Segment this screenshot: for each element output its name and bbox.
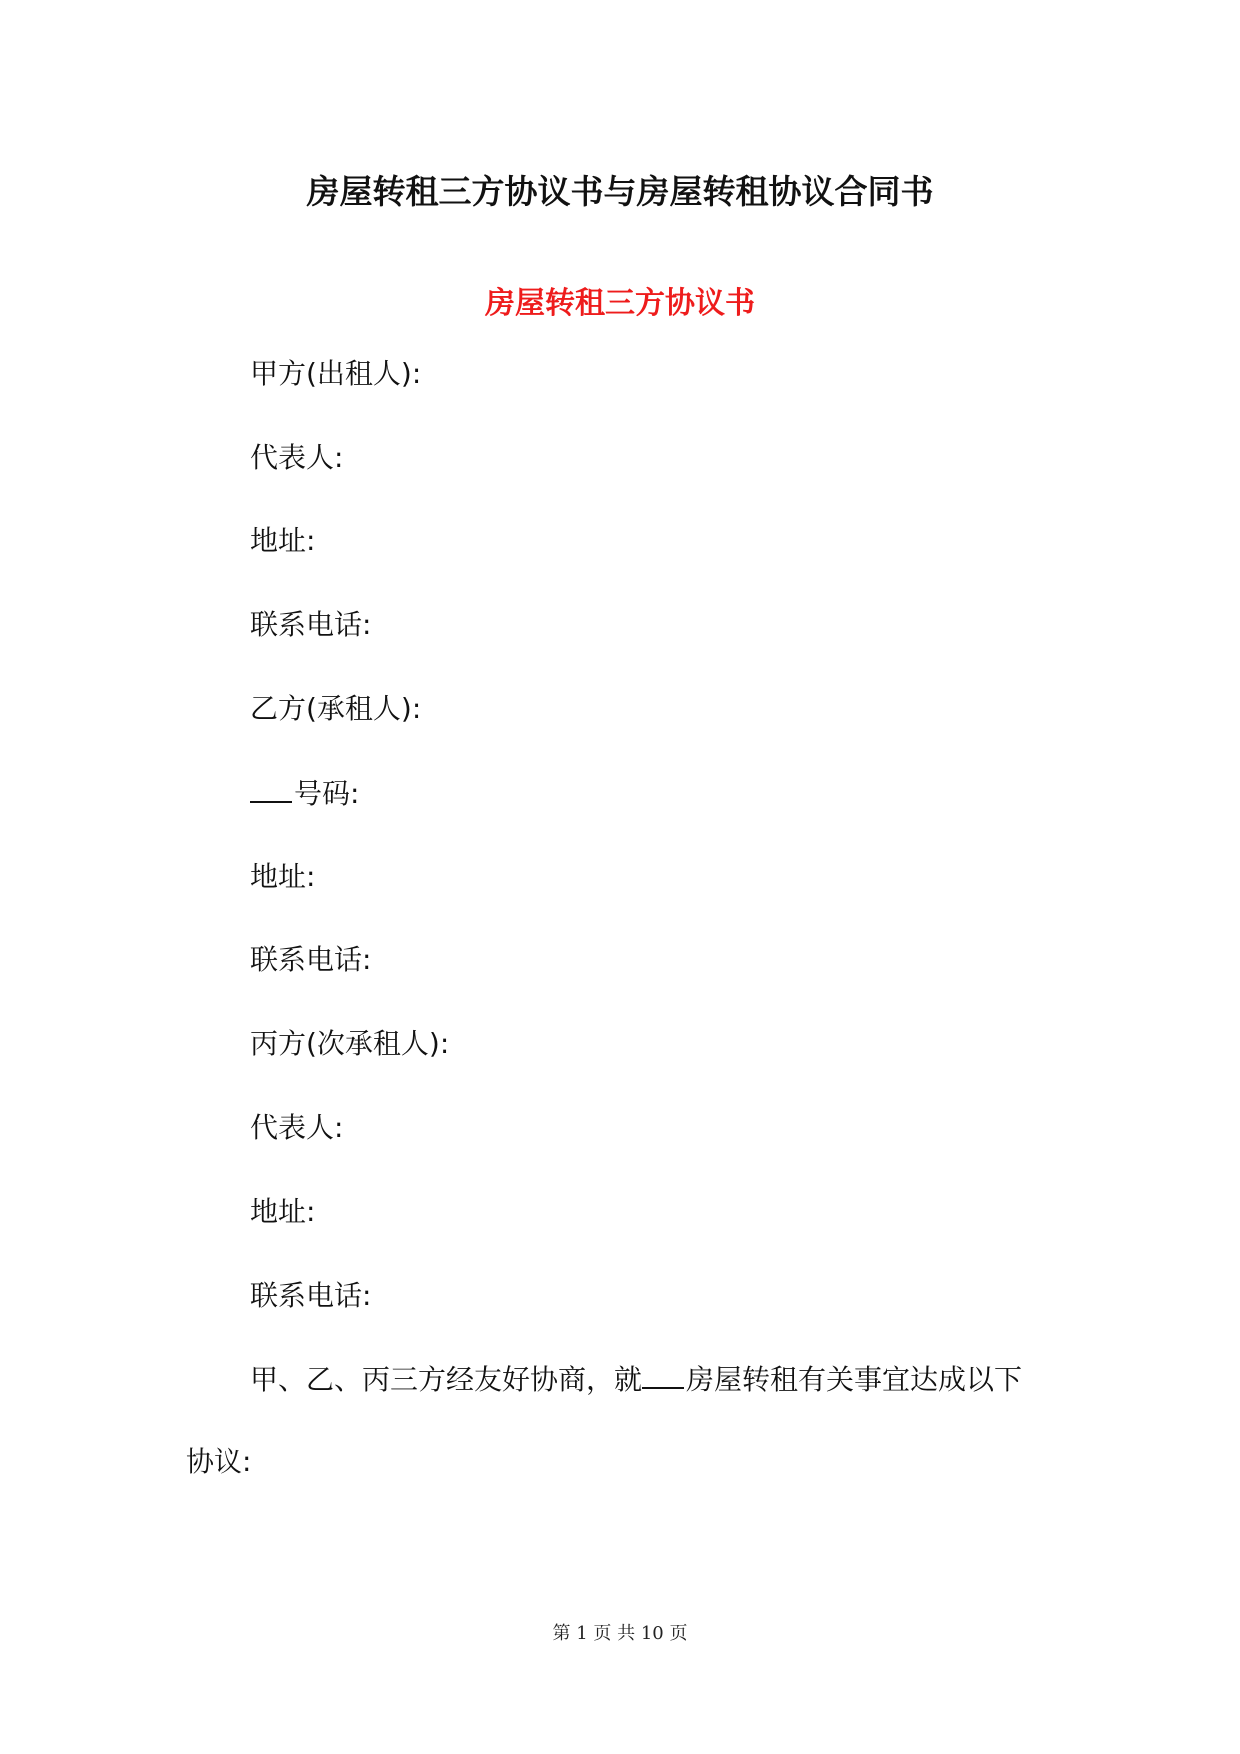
- page-footer: 第 1 页 共 10 页: [552, 1623, 688, 1644]
- party-b-address: 地址:: [250, 860, 316, 893]
- intro-paragraph: [250, 1359, 1022, 1400]
- party-b-id-number: 号码:: [294, 777, 360, 810]
- party-a-label: 甲方(出租人):: [250, 357, 422, 390]
- party-c-phone: 联系电话:: [250, 1279, 372, 1312]
- party-b-phone: 联系电话:: [250, 943, 372, 976]
- party-a-phone: 联系电话:: [250, 608, 372, 641]
- blank-underline: [642, 1359, 684, 1389]
- party-c-label: 丙方(次承租人):: [250, 1027, 450, 1060]
- intro-text-part1: 甲、乙、丙三方经友好协商，就: [250, 1363, 643, 1396]
- blank-underline: [250, 773, 292, 803]
- party-c-representative: 代表人:: [250, 1111, 344, 1144]
- party-c-address: 地址:: [250, 1195, 316, 1228]
- intro-continuation: 协议:: [186, 1445, 252, 1478]
- section-title: 房屋转租三方协议书: [485, 286, 755, 321]
- intro-text-part2: 房屋转租有关事宜达成以下: [686, 1363, 1023, 1396]
- document-title: 房屋转租三方协议书与房屋转租协议合同书: [306, 172, 934, 211]
- party-a-address: 地址:: [250, 524, 316, 557]
- party-b-id-line: [250, 773, 359, 814]
- party-b-label: 乙方(承租人):: [250, 692, 422, 725]
- party-a-representative: 代表人:: [250, 441, 344, 474]
